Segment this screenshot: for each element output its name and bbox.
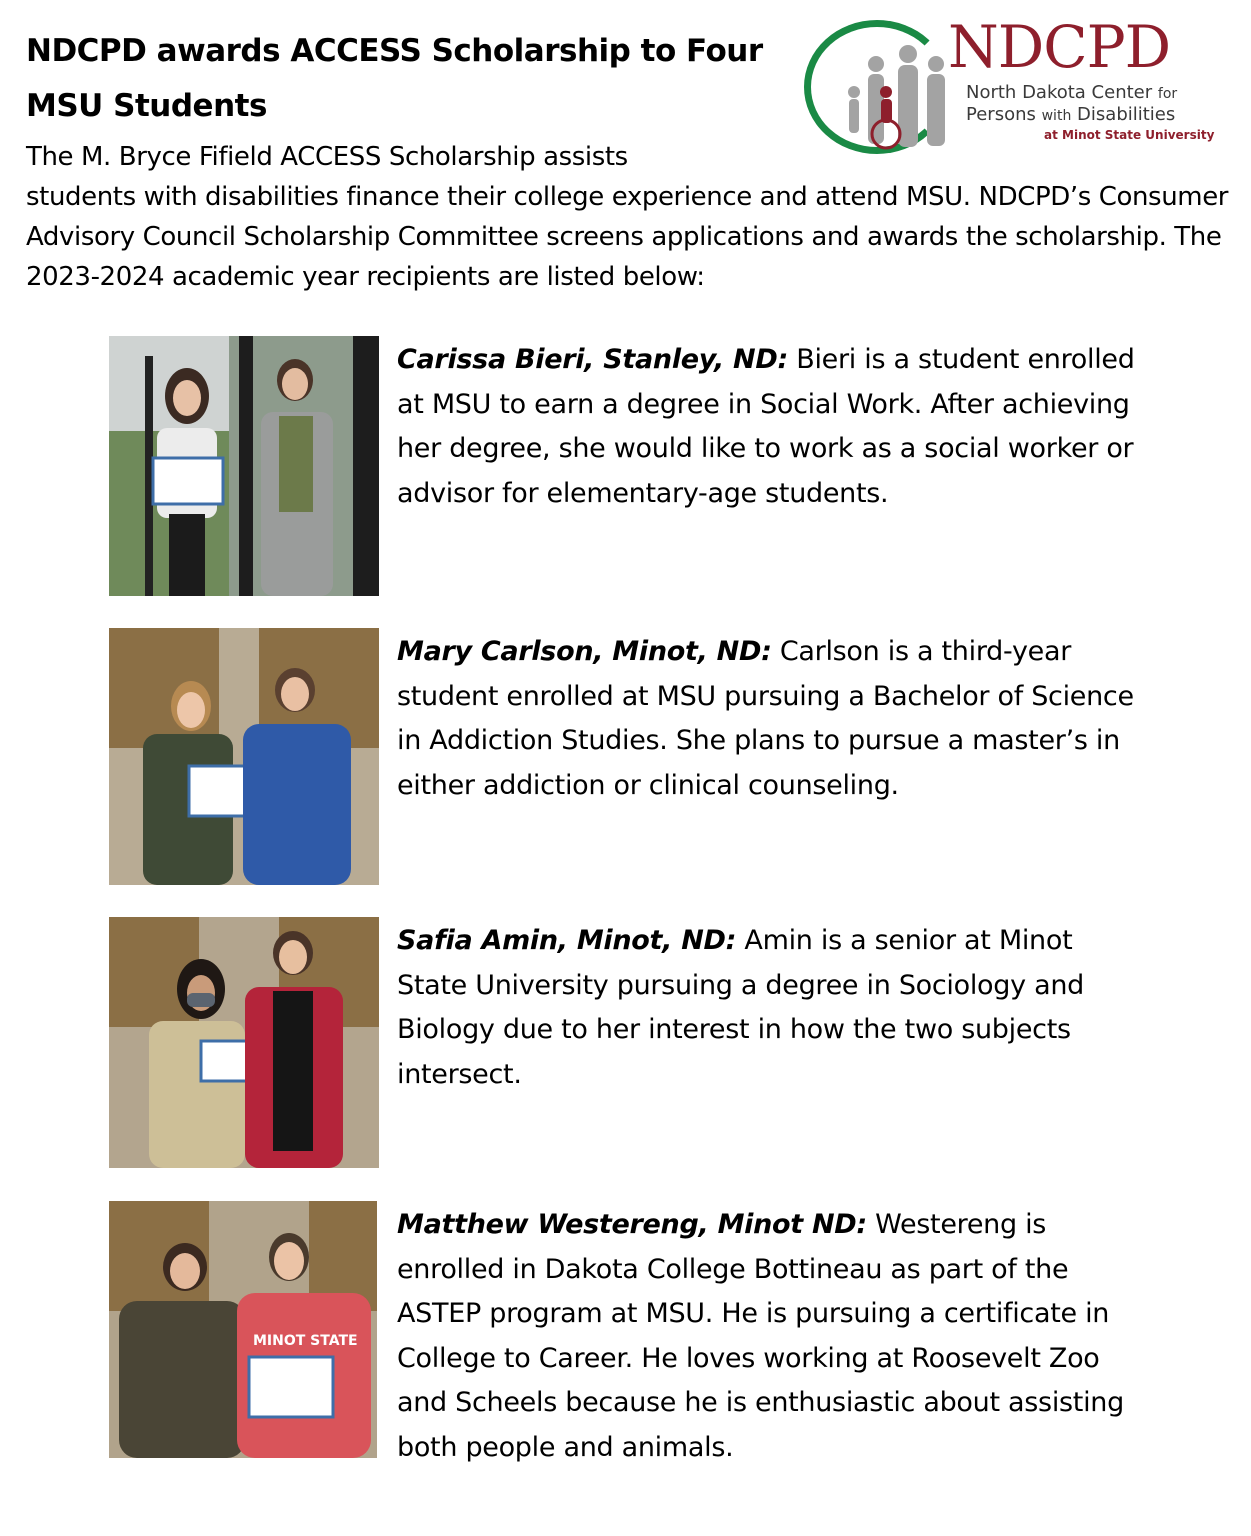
ndcpd-logo — [800, 13, 1220, 158]
recipient-name: Matthew Westereng, Minot ND: — [397, 1209, 867, 1240]
intro-paragraph: students with disabilities finance their college experience and attend MSU. NDCPD’s Consumer Advisory Council Scholarship Committee screens applications and awards the scholarship. The 2023-2024 academic year recipients are listed below: — [26, 182, 1229, 292]
recipient-photo — [109, 1201, 377, 1458]
recipient-description: Matthew Westereng, Minot ND: Westereng is enrolled in Dakota College Bottineau as part of the ASTEP program at MSU. He is pursuing a certificate in College to Career. He loves working at Roosevelt Zoo and Scheels because he is enthusiastic about assisting both people and animals. — [397, 1209, 1124, 1463]
recipient-name: Mary Carlson, Minot, ND: — [397, 636, 772, 667]
recipient-photo — [109, 336, 379, 596]
page-title: NDCPD awards ACCESS Scholarship to Four MSU Students — [26, 33, 763, 124]
recipient-description: Mary Carlson, Minot, ND: Carlson is a third-year student enrolled at MSU pursuing a Bachelor of Science in Addiction Studies. She plans to pursue a master’s in either addiction or clinical counseling. — [397, 636, 1134, 801]
logo-line-1: North Dakota Center for — [966, 82, 1178, 103]
logo-line-2: Persons with Disabilities — [966, 104, 1176, 125]
recipient-entry — [109, 628, 1229, 886]
recipient-entry — [109, 1201, 1229, 1463]
logo-line-3: at Minot State University — [1044, 128, 1215, 142]
recipient-name: Carissa Bieri, Stanley, ND: — [397, 344, 788, 375]
intro-first-line: The M. Bryce Fifield ACCESS Scholarship assists — [26, 142, 628, 172]
recipient-description: Safia Amin, Minot, ND: Amin is a senior at Minot State University pursuing a degree in Sociology and Biology due to her interest in how the two subjects intersect. — [397, 925, 1084, 1090]
recipient-photo — [109, 917, 379, 1168]
logo-acronym: NDCPD — [948, 13, 1171, 81]
recipient-entry — [109, 917, 1229, 1169]
shirt-text: MINOT STATE — [253, 1333, 358, 1349]
recipient-photo — [109, 628, 379, 885]
recipient-name: Safia Amin, Minot, ND: — [397, 925, 737, 956]
recipient-entry — [109, 336, 1229, 598]
recipient-description: Carissa Bieri, Stanley, ND: Bieri is a student enrolled at MSU to earn a degree in Social Work. After achieving her degree, she would like to work as a social worker or advisor for elementary-age students. — [397, 344, 1135, 509]
